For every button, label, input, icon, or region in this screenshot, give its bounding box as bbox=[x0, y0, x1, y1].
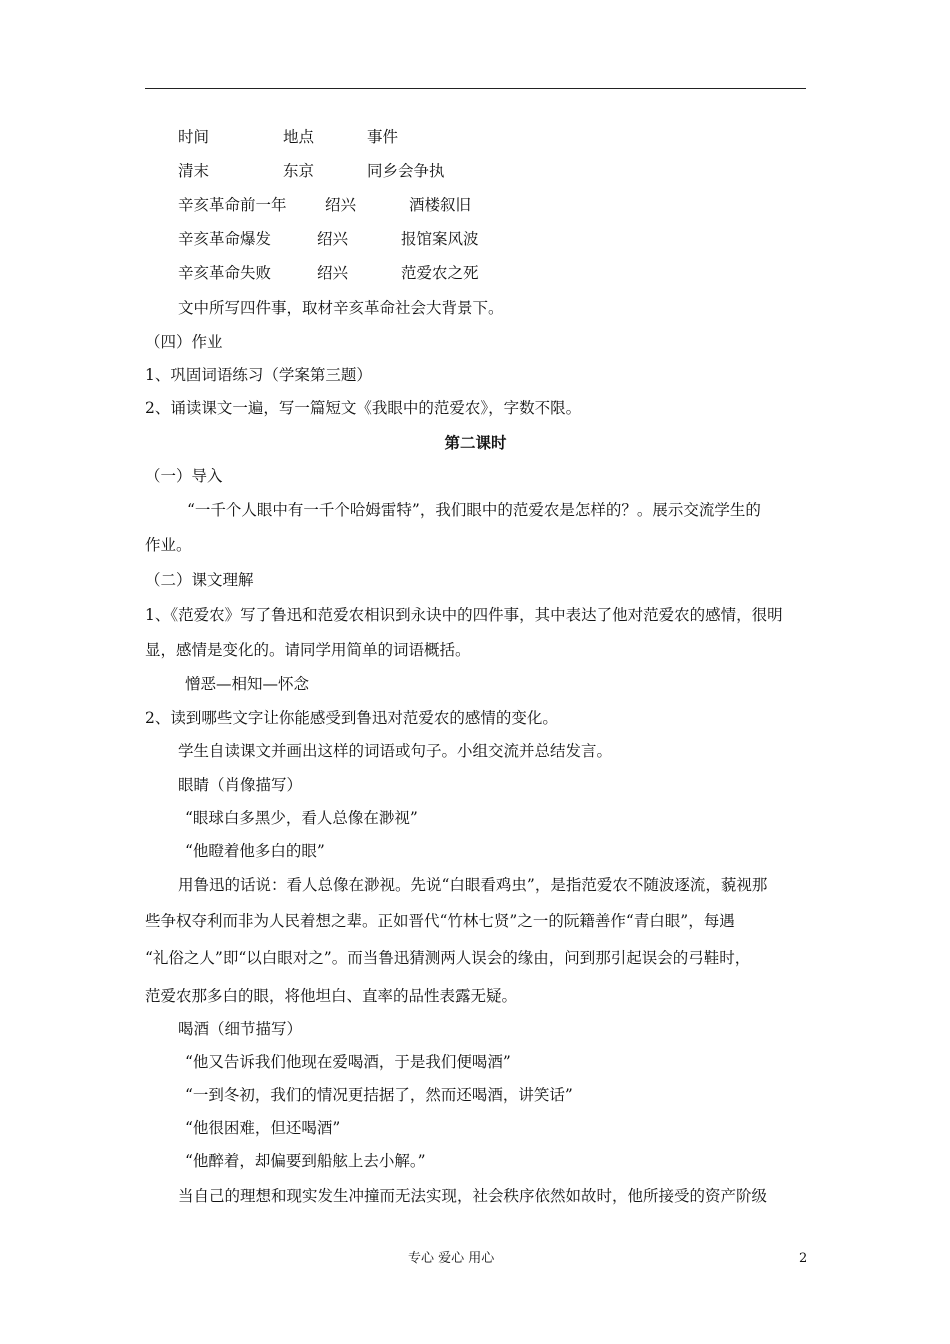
paragraph-line: 文中所写四件事，取材辛亥革命社会大背景下。 bbox=[178, 299, 504, 317]
page-number: 2 bbox=[799, 1251, 808, 1266]
paragraph-line: 喝酒（细节描写） bbox=[178, 1020, 303, 1038]
table-cell: 东京 bbox=[283, 162, 315, 180]
table-cell: 绍兴 bbox=[325, 196, 357, 214]
table-cell: 报馆案风波 bbox=[401, 230, 479, 248]
section-heading: （二）课文理解 bbox=[145, 571, 254, 589]
table-cell: 酒楼叙旧 bbox=[409, 196, 472, 214]
list-item: 2、诵读课文一遍，写一篇短文《我眼中的范爱农》，字数不限。 bbox=[145, 399, 582, 417]
list-item: 1、《范爱农》写了鲁迅和范爱农相识到永诀中的四件事，其中表达了他对范爱农的感情，很明 bbox=[145, 606, 783, 624]
table-cell: 绍兴 bbox=[317, 264, 349, 282]
table-cell: 辛亥革命前一年 bbox=[178, 196, 287, 214]
quote-line: “他瞪着他多白的眼” bbox=[185, 842, 325, 860]
quote-line: “一到冬初，我们的情况更拮据了，然而还喝酒，讲笑话” bbox=[185, 1086, 573, 1104]
table-cell: 辛亥革命爆发 bbox=[178, 230, 272, 248]
paragraph-line: 当自己的理想和现实发生冲撞而无法实现，社会秩序依然如故时，他所接受的资产阶级 bbox=[178, 1187, 768, 1205]
section-heading: （四）作业 bbox=[145, 333, 223, 351]
paragraph-line: 学生自读课文并画出这样的词语或句子。小组交流并总结发言。 bbox=[178, 742, 613, 760]
table-header-event: 事件 bbox=[367, 128, 399, 146]
table-cell: 清末 bbox=[178, 162, 210, 180]
paragraph-line: 些争权夺利而非为人民着想之辈。正如晋代“竹林七贤”之一的阮籍善作“青白眼”，每遇 bbox=[145, 912, 735, 930]
quote-line: “他醉着，却偏要到船舷上去小解。” bbox=[185, 1152, 426, 1170]
list-item: 1、巩固词语练习（学案第三题） bbox=[145, 366, 372, 384]
lesson-title: 第二课时 bbox=[444, 433, 507, 452]
paragraph-line: 显，感情是变化的。请同学用简单的词语概括。 bbox=[145, 641, 471, 659]
table-cell: 绍兴 bbox=[317, 230, 349, 248]
paragraph-line: 憎恶—相知—怀念 bbox=[185, 675, 310, 693]
paragraph-line: 范爱农那多白的眼，将他坦白、直率的品性表露无疑。 bbox=[145, 987, 518, 1005]
footer-text: 专心 爱心 用心 bbox=[408, 1251, 495, 1266]
table-cell: 同乡会争执 bbox=[367, 162, 445, 180]
table-header-place: 地点 bbox=[283, 128, 315, 146]
header-rule bbox=[145, 88, 806, 89]
section-heading: （一）导入 bbox=[145, 467, 223, 485]
quote-line: “眼球白多黑少，看人总像在渺视” bbox=[185, 809, 418, 827]
table-header-time: 时间 bbox=[178, 128, 210, 146]
quote-line: “他很困难，但还喝酒” bbox=[185, 1119, 341, 1137]
paragraph-line: 用鲁迅的话说：看人总像在渺视。先说“白眼看鸡虫”，是指范爱农不随波逐流，藐视那 bbox=[178, 876, 768, 894]
quote-line: “他又告诉我们他现在爱喝酒，于是我们便喝酒” bbox=[185, 1053, 511, 1071]
paragraph-line: 作业。 bbox=[145, 536, 192, 554]
paragraph-line: 眼睛（肖像描写） bbox=[178, 776, 303, 794]
table-cell: 范爱农之死 bbox=[401, 264, 479, 282]
paragraph-line: “礼俗之人”即“以白眼对之”。而当鲁迅猜测两人误会的缘由，问到那引起误会的弓鞋时， bbox=[145, 949, 751, 967]
paragraph-line: “一千个人眼中有一千个哈姆雷特”，我们眼中的范爱农是怎样的？。展示交流学生的 bbox=[187, 501, 761, 519]
table-cell: 辛亥革命失败 bbox=[178, 264, 272, 282]
list-item: 2、读到哪些文字让你能感受到鲁迅对范爱农的感情的变化。 bbox=[145, 709, 558, 727]
